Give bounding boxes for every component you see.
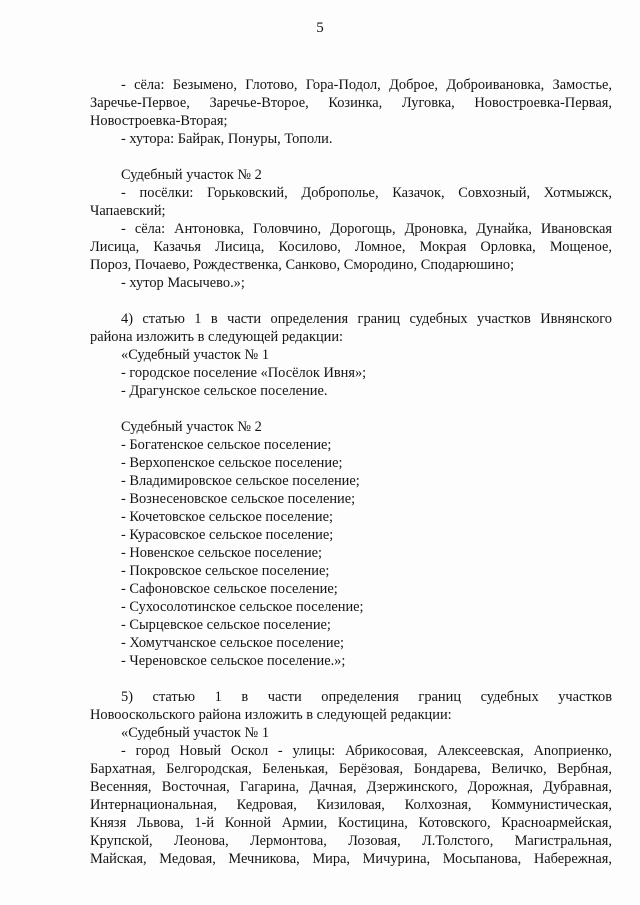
list-item: - Верхопенское сельское поселение; [121,455,343,471]
text-line: «Судебный участок № 1 [121,347,270,363]
text-line: 4) статью 1 в части определения границ судебных участков Ивнянского [121,311,612,327]
text-line: 5) статью 1 в части определения границ судебных участков [121,689,612,705]
text-line: Лисица, Казачья Лисица, Косилово, Ломное, Мокрая Орловка, Мощеное, [90,239,612,255]
text-line: - сёла: Безымено, Глотово, Гора-Подол, Доброе, Доброивановка, Замостье, [121,77,612,93]
list-item: - Сухосолотинское сельское поселение; [121,599,364,615]
list-item: - Сафоновское сельское поселение; [121,581,338,597]
document-body [90,76,612,868]
list-item: - Курасовское сельское поселение; [121,527,334,543]
text-line: Весенняя, Восточная, Гагарина, Дачная, Дзержинского, Дорожная, Дубравная, [90,779,612,795]
text-line: - хутора: Байрак, Понуры, Тополи. [121,131,333,147]
text-line: - Драгунское сельское поселение. [121,383,328,399]
text-line: - посёлки: Горьковский, Доброполье, Казачок, Совхозный, Хотмыжск, [121,185,612,201]
text-line: Бархатная, Белгородская, Беленькая, Берёзовая, Бондарева, Величко, Вербная, [90,761,612,777]
text-line: - город Новый Оскол - улицы: Абрикосовая, Алексеевская, Anoприенко, [121,743,612,759]
page-number: 5 [316,20,324,36]
list-item: - Хомутчанское сельское поселение; [121,635,344,651]
text-line: «Судебный участок № 1 [121,725,270,741]
text-line: - городское поселение «Посёлок Ивня»; [121,365,367,381]
text-line: Заречье-Первое, Заречье-Второе, Козинка, Луговка, Новостроевка-Первая, [90,95,612,111]
text-line: Новооскольского района изложить в следующей редакции: [90,707,452,723]
section-heading: Судебный участок № 2 [121,419,262,435]
list-item: - Покровское сельское поселение; [121,563,330,579]
list-item: - Череновское сельское поселение.»; [121,653,346,669]
list-item: - Новенское сельское поселение; [121,545,323,561]
list-item: - Вознесеновское сельское поселение; [121,491,356,507]
list-item: - Богатенское сельское поселение; [121,437,332,453]
text-line: Князя Львова, 1-й Конной Армии, Костицина, Котовского, Красноармейская, [90,815,612,831]
text-line: Новостроевка-Вторая; [90,113,228,129]
text-line: - хутор Масычево.»; [121,275,245,291]
text-line: района изложить в следующей редакции: [90,329,344,345]
text-line: Майская, Медовая, Мечникова, Мира, Мичурина, Мосьпанова, Набережная, [90,851,612,867]
text-line: - сёла: Антоновка, Головчино, Дорогощь, Дроновка, Дунайка, Ивановская [121,221,612,237]
text-line: Пороз, Почаево, Рождественка, Санково, Смородино, Сподарюшино; [90,257,515,273]
list-item: - Кочетовское сельское поселение; [121,509,333,525]
text-line: Крупской, Леонова, Лермонтова, Лозовая, Л.Толстого, Магистральная, [90,833,612,849]
list-item: - Владимировское сельское поселение; [121,473,360,489]
list-item: - Сырцевское сельское поселение; [121,617,331,633]
text-line: Чапаевский; [90,203,166,219]
text-line: Интернациональная, Кедровая, Кизиловая, Колхозная, Коммунистическая, [90,797,612,813]
section-heading: Судебный участок № 2 [121,167,262,183]
